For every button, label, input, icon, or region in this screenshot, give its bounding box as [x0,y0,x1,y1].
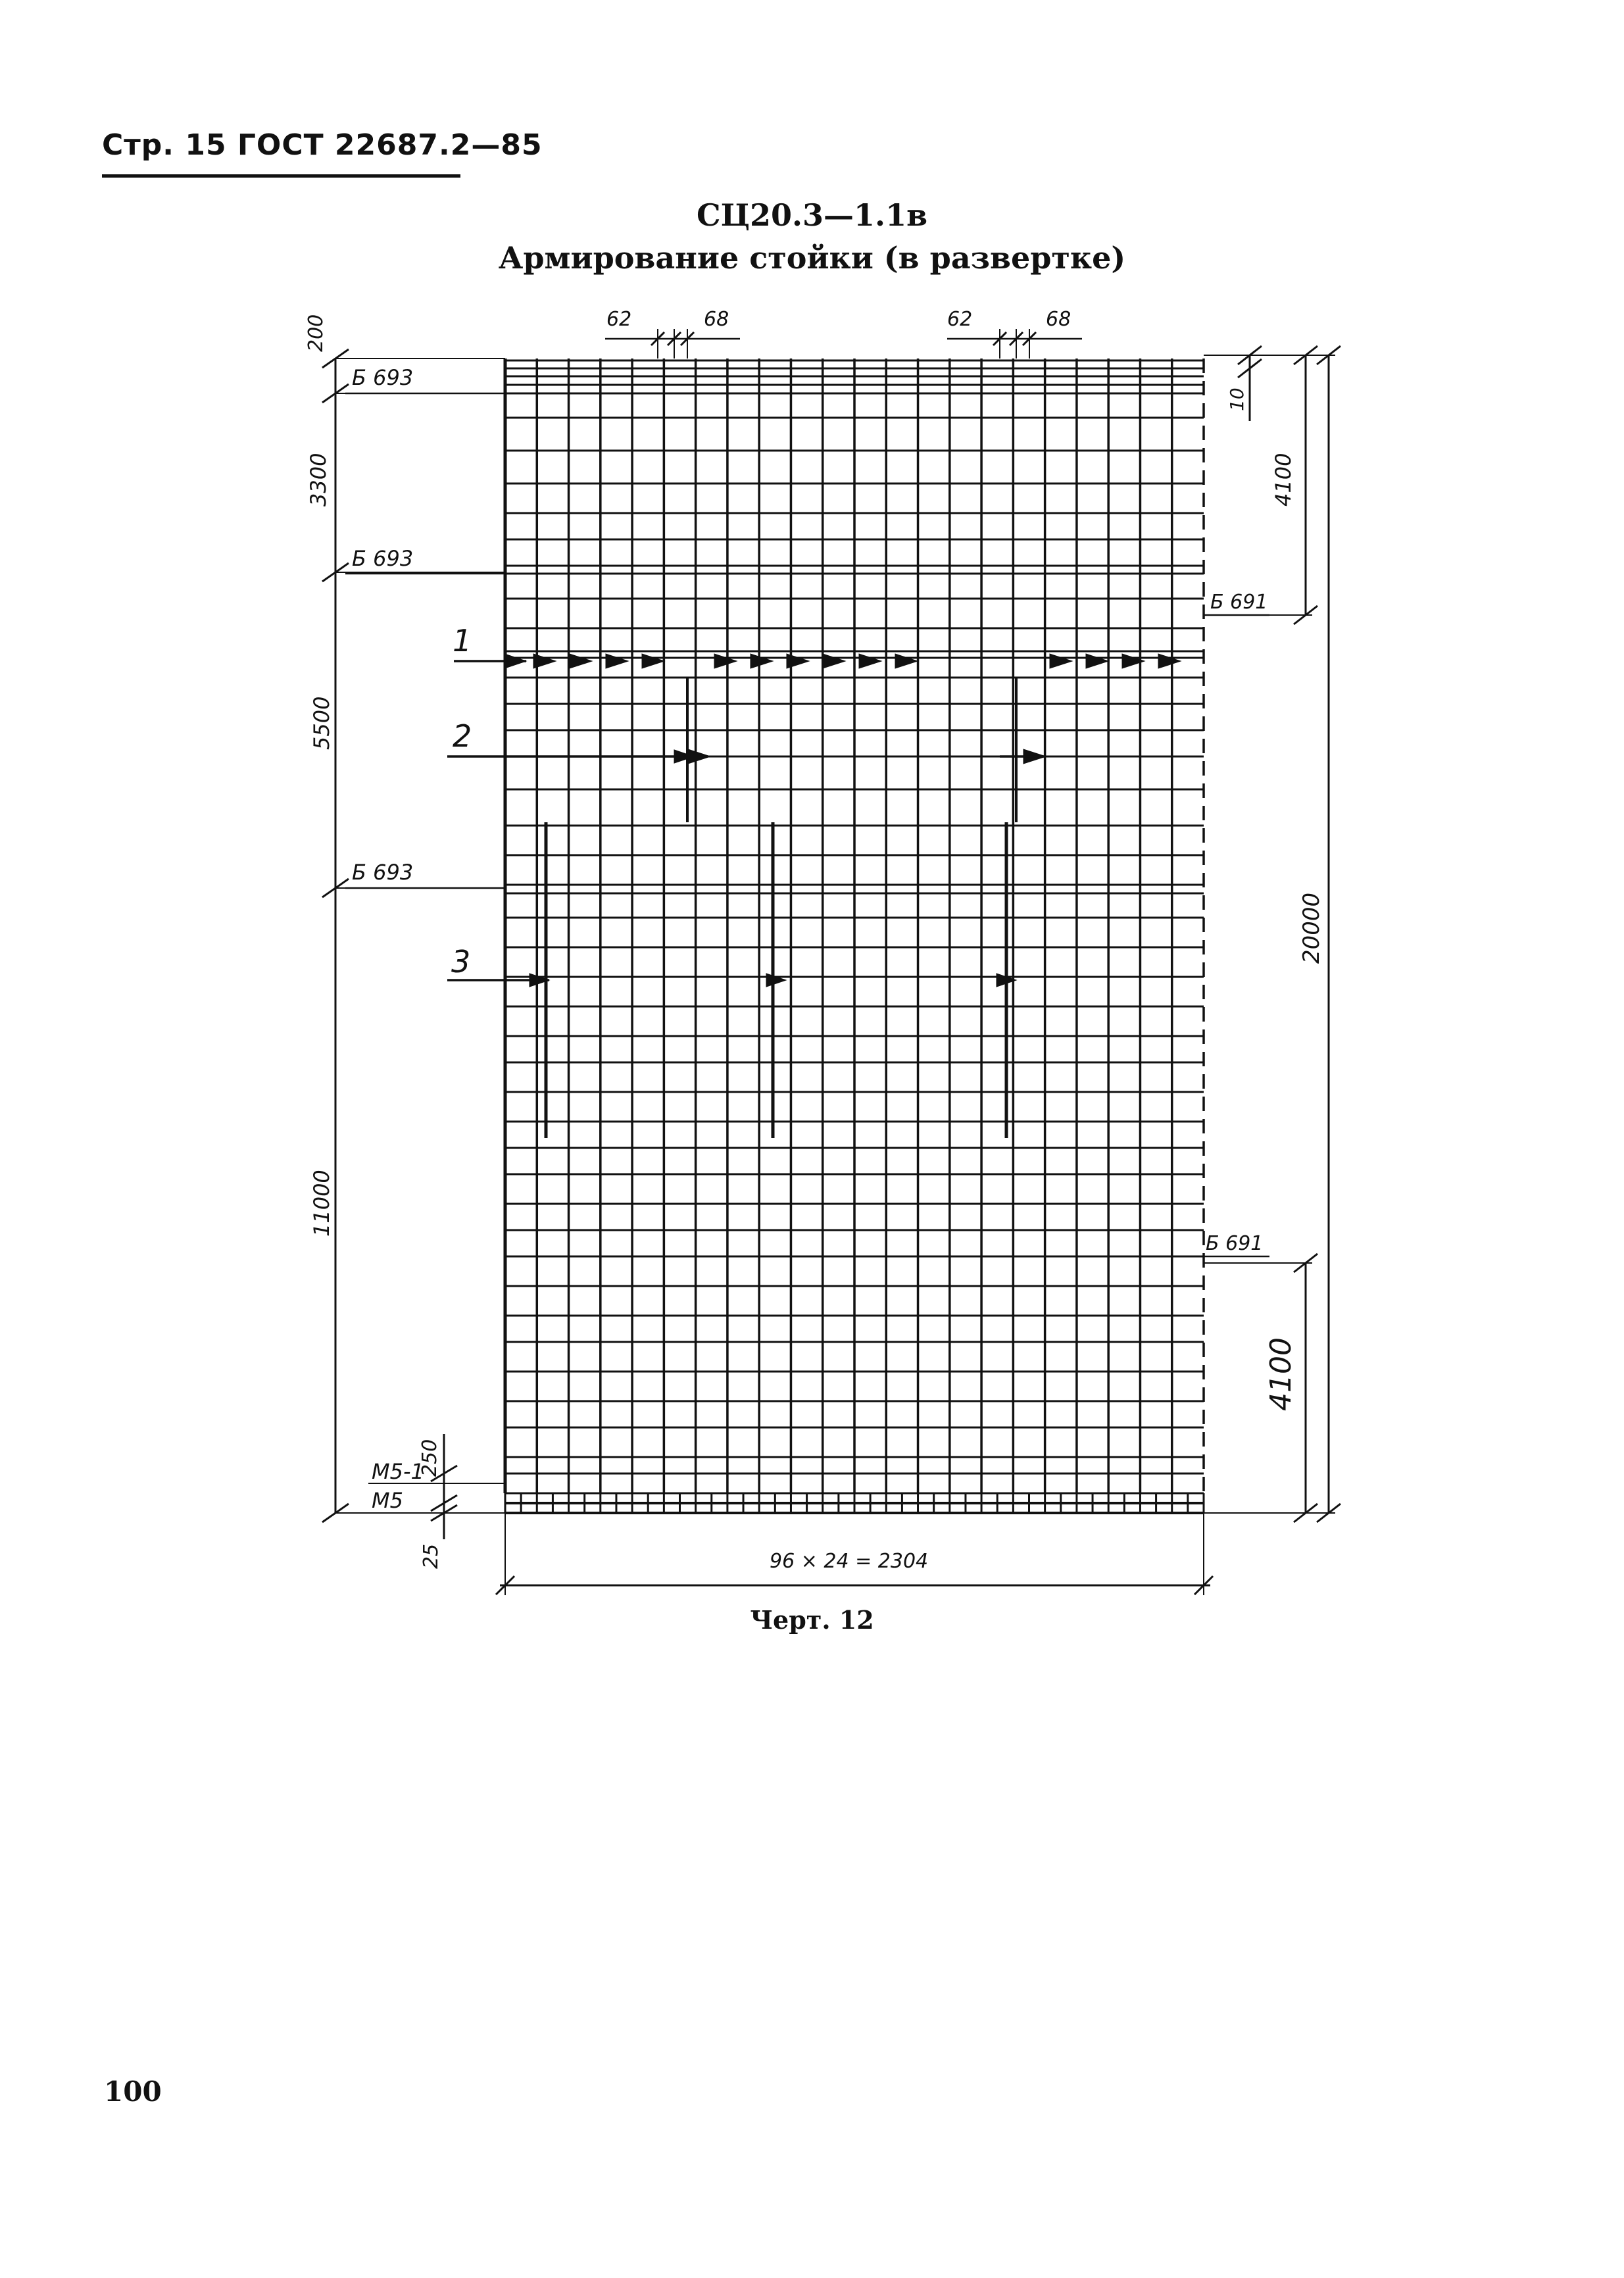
bottom-left-dim-25: 25 [420,1543,443,1569]
left-dim-200: 200 [305,314,328,352]
position-1-arrowhead [823,654,845,668]
top-dim-68-a: 68 [704,308,729,331]
position-1-arrowhead [1158,654,1181,668]
ring-label-b691-top: Б 691 [1210,591,1268,614]
top-dim-62-b: 62 [947,308,973,331]
left-dim-5500: 5500 [309,696,334,750]
position-1-arrowhead [1086,654,1108,668]
bottom-left-dim-250: 250 [418,1439,441,1477]
figure-caption: Черт. 12 [750,1605,874,1635]
right-dim-20000: 20000 [1298,892,1325,964]
position-1-arrowhead [750,654,773,668]
drawing-title: СЦ20.3—1.1в [696,197,928,233]
page-header: Стр. 15 ГОСТ 22687.2—85 [102,128,543,162]
mesh-label-m5-1: М5-1 [372,1459,424,1484]
position-1-arrowhead [1050,654,1072,668]
top-dim-62-a: 62 [606,308,632,331]
left-dim-11000: 11000 [309,1170,334,1237]
right-dim-4100-top: 4100 [1271,453,1296,507]
position-mark-2: 2 [453,718,472,754]
position-1-arrowhead [787,654,809,668]
position-3-arrowhead [766,974,786,987]
page-number: 100 [104,2075,162,2108]
position-1-arrowhead [606,654,628,668]
ring-label-b691-bottom: Б 691 [1206,1232,1264,1255]
position-1-arrowhead [859,654,881,668]
position-2-arrowhead [688,749,710,764]
mesh-label-m5: М5 [372,1488,403,1513]
position-1-arrowhead [895,654,918,668]
position-mark-1: 1 [453,623,472,658]
left-dim-3300: 3300 [306,453,331,507]
right-dim-4100-bottom: 4100 [1264,1337,1298,1411]
reinforcement-grid [505,359,1204,1513]
dimension-lines [322,329,1341,1595]
position-1-arrowhead [533,654,556,668]
position-1-arrowhead [714,654,737,668]
ring-label-b693-mid: Б 693 [352,546,414,571]
top-dim-68-b: 68 [1046,308,1071,331]
position-1-leader-head [506,655,526,668]
position-mark-3: 3 [451,944,471,979]
position-1-arrowhead [642,654,664,668]
ring-label-b693-low: Б 693 [352,860,414,885]
ring-label-b693-top: Б 693 [352,365,414,390]
right-dim-10: 10 [1226,387,1248,411]
bottom-width-dim: 96 × 24 = 2304 [770,1550,929,1573]
position-1-arrowhead [570,654,592,668]
drawing-subtitle: Армирование стойки (в развертке) [498,240,1126,276]
